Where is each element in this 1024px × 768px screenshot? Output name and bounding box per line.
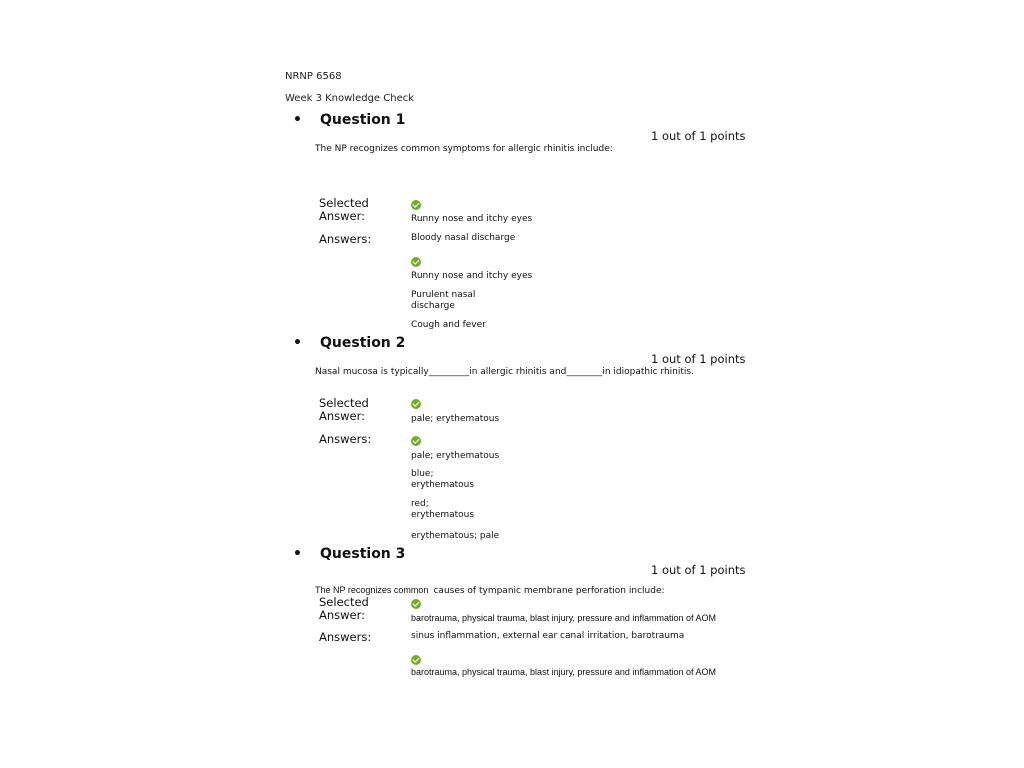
check-icon bbox=[411, 399, 421, 409]
selected-answer: barotrauma, physical trauma, blast injury, pressure and inflammation of AOM bbox=[411, 613, 716, 623]
points-score: 1 out of 1 points bbox=[651, 129, 746, 143]
bullet: • bbox=[293, 335, 302, 351]
course-code: NRNP 6568 bbox=[285, 71, 342, 82]
answers-label: Answers: bbox=[319, 432, 372, 446]
answer-option: Runny nose and itchy eyes bbox=[411, 271, 533, 281]
selected-answer: pale; erythematous bbox=[411, 414, 500, 424]
question-title: Question 3 bbox=[320, 546, 406, 562]
answers-label: Answers: bbox=[319, 232, 372, 246]
question-text-part: The NP recognizes common bbox=[315, 585, 429, 595]
document-title: Week 3 Knowledge Check bbox=[285, 93, 415, 104]
question-text: The NP recognizes common symptoms for allergic rhinitis include: bbox=[315, 144, 613, 154]
selected-answer: Runny nose and itchy eyes bbox=[411, 214, 533, 224]
selected-answer-label: Selected Answer: bbox=[319, 595, 369, 622]
answer-option: red; erythematous bbox=[411, 499, 475, 520]
answer-option: pale; erythematous bbox=[411, 451, 500, 461]
check-icon bbox=[411, 257, 421, 267]
answers-label: Answers: bbox=[319, 630, 372, 644]
points-score: 1 out of 1 points bbox=[651, 352, 746, 366]
bullet: • bbox=[293, 112, 302, 128]
bullet: • bbox=[293, 546, 302, 562]
question-title: Question 1 bbox=[320, 112, 406, 128]
selected-answer-label: Selected Answer: bbox=[319, 396, 369, 423]
check-icon bbox=[411, 200, 421, 210]
answer-option: Cough and fever bbox=[411, 320, 486, 330]
answer-option: sinus inflammation, external ear canal irritation, barotrauma bbox=[411, 631, 685, 641]
answer-option: blue; erythematous bbox=[411, 469, 475, 490]
answer-option: erythematous; pale bbox=[411, 531, 500, 541]
question-title: Question 2 bbox=[320, 335, 406, 351]
answer-option: barotrauma, physical trauma, blast injury, pressure and inflammation of AOM bbox=[411, 667, 716, 677]
check-icon bbox=[411, 436, 421, 446]
question-text: Nasal mucosa is typically_________in allergic rhinitis and________in idiopathic rhinitis. bbox=[315, 367, 694, 377]
answer-option: Bloody nasal discharge bbox=[411, 233, 516, 243]
answer-option: Purulent nasal discharge bbox=[411, 290, 476, 311]
question-text-part: causes of tympanic membrane perforation include: bbox=[433, 586, 665, 596]
points-score: 1 out of 1 points bbox=[651, 563, 746, 577]
check-icon bbox=[411, 599, 421, 609]
check-icon bbox=[411, 655, 421, 665]
selected-answer-label: Selected Answer: bbox=[319, 196, 369, 223]
